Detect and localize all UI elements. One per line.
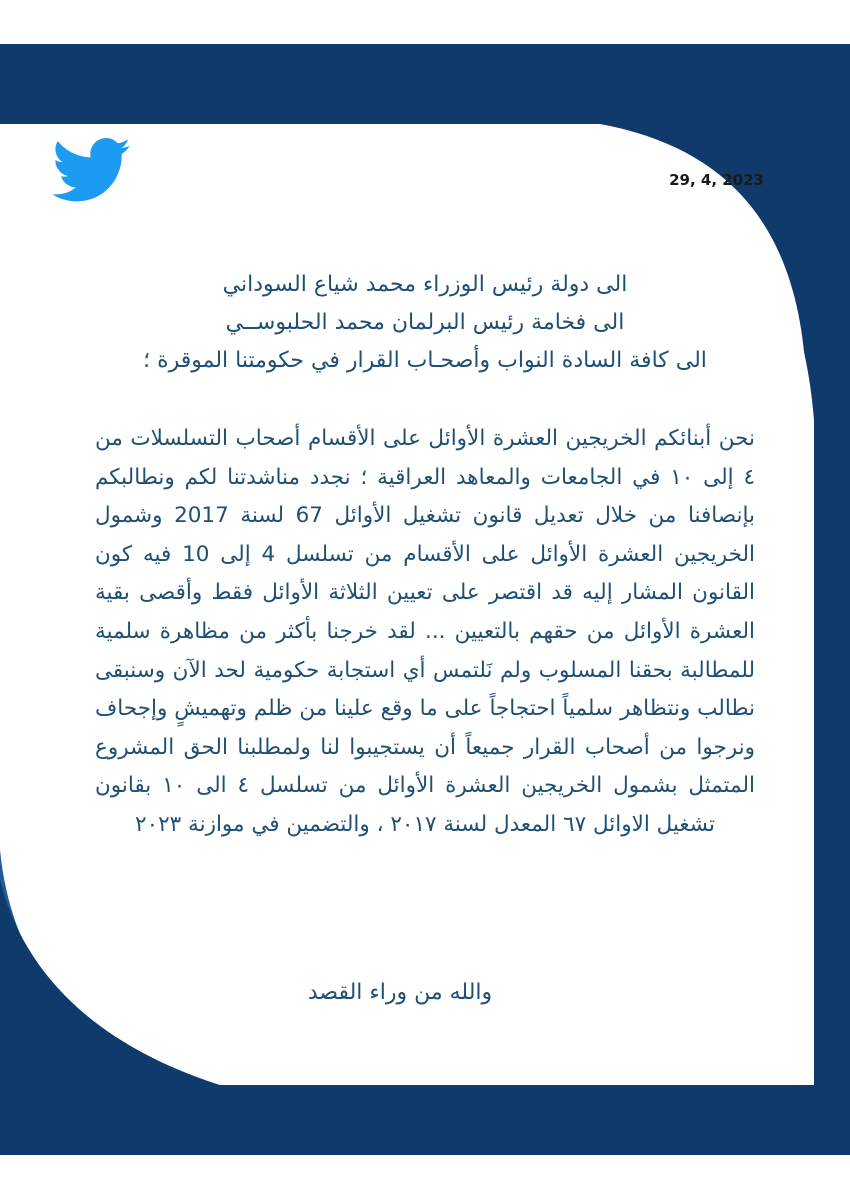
top-white-strip bbox=[0, 0, 850, 44]
twitter-bird-icon bbox=[52, 138, 132, 204]
addressee-line: الى دولة رئيس الوزراء محمد شياع السوداني bbox=[222, 272, 628, 297]
addressee-line: الى فخامة رئيس البرلمان محمد الحلبوســي bbox=[225, 310, 625, 335]
letter-closing: والله من وراء القصد bbox=[307, 980, 493, 1005]
addressee-block bbox=[0, 266, 850, 380]
bottom-navy-band bbox=[0, 1085, 850, 1155]
addressee-line: الى كافة السادة النواب وأصحـاب القرار في حكومتنا الموقرة ؛ bbox=[143, 348, 707, 373]
letter-date: 29, 4, 2023 bbox=[669, 171, 764, 189]
bottom-white-strip bbox=[0, 1155, 850, 1200]
letter-body: نحن أبنائكم الخريجين العشرة الأوائل على الأقسام أصحاب التسلسلات من ٤ إلى ١٠ في الجامعات والمعاهد العراقية ؛ نجدد مناشدتنا لكم ونطالبكم بإنصافنا من خلال تعديل قانون تشغيل الأوائل 67 لسنة 2017 وشمول الخريجين العشرة الأوائل على الأقسام من تسلسل 4 إلى 10 فيه كون القانون المشار إليه قد اقتصر على تعيين الثلاثة الأوائل فقط وأقصى بقية العشرة الأوائل من حقهم بالتعيين ... لقد خرجنا بأكثر من مظاهرة سلمية للمطالبة بحقنا المسلوب ولم نَلتمس أي استجابة حكومية لحد الآن وسنبقى نطالب ونتظاهر سلمياً احتجاجاً على ما وقع علينا من ظلم وتهميشٍ وإجحاف ونرجوا من أصحاب القرار جميعاً أن يستجيبوا لنا ولمطلبنا الحق المشروع المتمثل بشمول الخريجين العشرة الأوائل من تسلسل ٤ الى ١٠ بقانون تشغيل الاوائل ٦٧ المعدل لسنة ٢٠١٧ ، والتضمين في موازنة ٢٠٢٣ bbox=[95, 426, 755, 837]
